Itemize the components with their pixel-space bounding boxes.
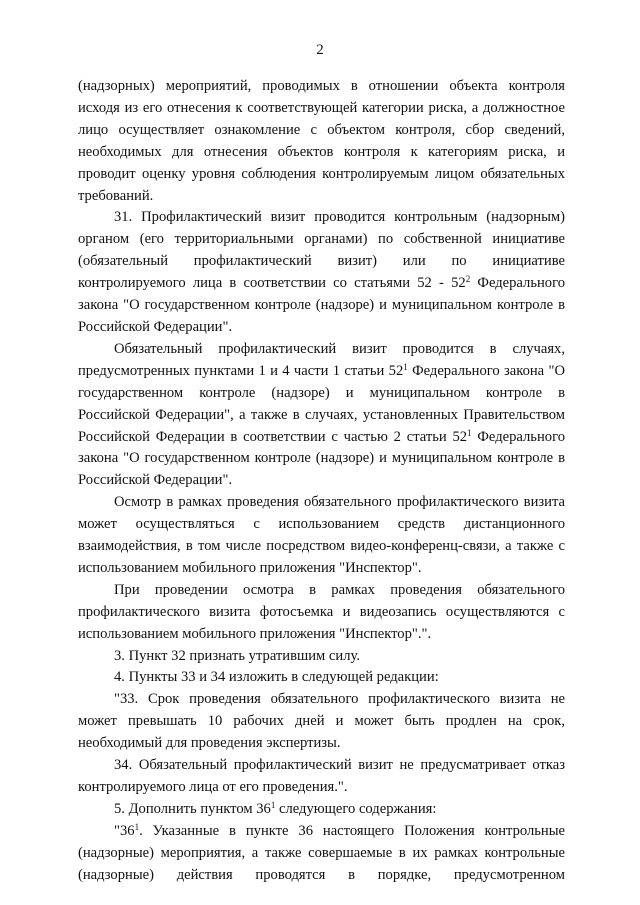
superscript: 1 <box>134 821 140 832</box>
page-number: 2 <box>316 42 324 58</box>
paragraph-inspection-remote: Осмотр в рамках проведения обязательного профилактического визита может осуществляться с использованием средств дистанционного взаимодействия, в том числе посредством видео-конференц-связи, а также с использованием мобильного приложения "Инспектор". <box>78 494 565 576</box>
paragraph-item-31: 31. Профилактический визит проводится контрольным (надзорным) органом (его территориальными органами) по собственной инициативе (обязательный профилактический визит) или по инициативе контролируемого лица в соответствии со статьями $52 - 52^2$ Федерального закона "О государственном контроле (надзоре) и муниципальном контроле в Российской Федерации". <box>78 209 566 335</box>
paragraph-item-4: 4. Пункты 33 и 34 изложить в следующей редакции: <box>114 669 439 686</box>
document-body <box>78 76 565 887</box>
superscript: 1 <box>270 799 276 810</box>
paragraph-item-34: 34. Обязательный профилактический визит не предусматривает отказ контролируемого лица от его проведения.". <box>78 757 565 795</box>
paragraph-item-33: "33. Срок проведения обязательного профилактического визита не может превышать 10 рабочих дней и может быть продлен на срок, необходимый для проведения экспертизы. <box>78 691 565 752</box>
paragraph-item-36-1: "$36^1$. Указанные в пункте 36 настоящего Положения контрольные (надзорные) мероприятия, а также совершаемые в их рамках контрольные (надзорные) действия проводятся в порядке, предусмотренном <box>78 821 565 883</box>
paragraph-continuation: (надзорных) мероприятий, проводимых в отношении объекта контроля исходя из его отнесения к соответствующей категории риска, а должностное лицо осуществляет ознакомление с объектом контроля, сбор сведений, необходимых для отнесения объектов контроля к категориям риска, и проводит оценку уровня соблюдения контролируемым лицом обязательных требований. <box>78 78 565 204</box>
paragraph-mandatory-visit: Обязательный профилактический визит проводится в случаях, предусмотренных пунктами 1 и 4 части 1 статьи $52^1$ Федерального закона "О государственном контроле (надзоре) и муниципальном контроле в Российской Федерации", а также в случаях, установленных Правительством Российской Федерации в соответствии с частью 2 статьи $52^1$ Федерального закона "О государственном контроле (надзоре) и муниципальном контроле в Российской Федерации". <box>78 340 565 489</box>
paragraph-photo-video: При проведении осмотра в рамках проведения обязательного профилактического визита фотосъемка и видеозапись осуществляются с использованием мобильного приложения "Инспектор".". <box>78 581 565 642</box>
superscript: 2 <box>465 274 471 285</box>
superscript: 1 <box>403 361 408 372</box>
paragraph-item-3: 3. Пункт 32 признать утратившим силу. <box>114 647 360 664</box>
paragraph-item-5: 5. Дополнить пунктом $36^1$ следующего содержания: <box>114 799 437 817</box>
superscript: 1 <box>467 427 472 438</box>
